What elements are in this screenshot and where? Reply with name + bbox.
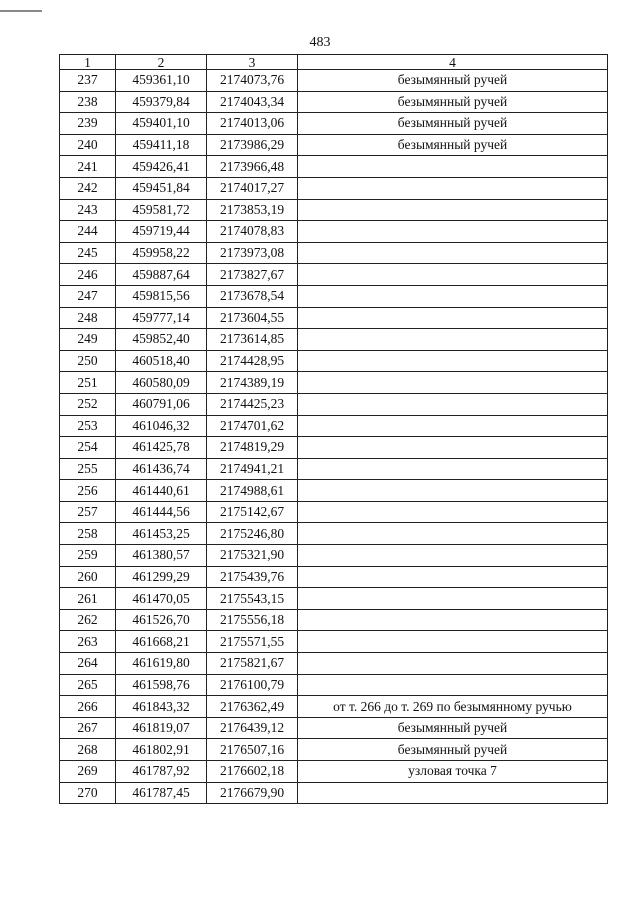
table-row (60, 177, 608, 199)
point-number-cell: 259 (60, 545, 116, 567)
point-number-cell: 268 (60, 739, 116, 761)
y-coordinate-cell: 2175821,67 (207, 653, 298, 675)
x-coordinate-cell: 461668,21 (116, 631, 207, 653)
description-cell (298, 566, 608, 588)
x-coordinate-cell: 460518,40 (116, 350, 207, 372)
table-row (60, 717, 608, 739)
point-number-cell: 266 (60, 696, 116, 718)
y-coordinate-cell: 2176507,16 (207, 739, 298, 761)
description-cell (298, 653, 608, 675)
x-coordinate-cell: 461787,92 (116, 761, 207, 783)
point-number-cell: 257 (60, 501, 116, 523)
table-row (60, 113, 608, 135)
column-header: 1 (60, 55, 116, 70)
page-number: 483 (309, 35, 331, 50)
description-cell (298, 437, 608, 459)
x-coordinate-cell: 461526,70 (116, 609, 207, 631)
column-header: 2 (116, 55, 207, 70)
y-coordinate-cell: 2173678,54 (207, 285, 298, 307)
point-number-cell: 261 (60, 588, 116, 610)
point-number-cell: 239 (60, 113, 116, 135)
y-coordinate-cell: 2176679,90 (207, 782, 298, 804)
y-coordinate-cell: 2175439,76 (207, 566, 298, 588)
description-cell: безымянный ручей (298, 717, 608, 739)
y-coordinate-cell: 2174073,76 (207, 70, 298, 92)
y-coordinate-cell: 2174941,21 (207, 458, 298, 480)
y-coordinate-cell: 2173604,55 (207, 307, 298, 329)
point-number-cell: 251 (60, 372, 116, 394)
column-header: 3 (207, 55, 298, 70)
table-row (60, 329, 608, 351)
column-header: 4 (298, 55, 608, 70)
description-cell (298, 177, 608, 199)
point-number-cell: 256 (60, 480, 116, 502)
point-number-cell: 270 (60, 782, 116, 804)
table-row (60, 372, 608, 394)
description-cell (298, 350, 608, 372)
point-number-cell: 247 (60, 285, 116, 307)
table-row (60, 134, 608, 156)
x-coordinate-cell: 461444,56 (116, 501, 207, 523)
point-number-cell: 243 (60, 199, 116, 221)
description-cell (298, 674, 608, 696)
table-row (60, 221, 608, 243)
point-number-cell: 267 (60, 717, 116, 739)
point-number-cell: 238 (60, 91, 116, 113)
point-number-cell: 254 (60, 437, 116, 459)
y-coordinate-cell: 2176362,49 (207, 696, 298, 718)
description-cell (298, 393, 608, 415)
point-number-cell: 263 (60, 631, 116, 653)
x-coordinate-cell: 459401,10 (116, 113, 207, 135)
description-cell (298, 609, 608, 631)
y-coordinate-cell: 2176100,79 (207, 674, 298, 696)
point-number-cell: 242 (60, 177, 116, 199)
description-cell (298, 221, 608, 243)
description-cell (298, 458, 608, 480)
description-cell (298, 156, 608, 178)
description-cell: безымянный ручей (298, 739, 608, 761)
description-cell (298, 588, 608, 610)
x-coordinate-cell: 460580,09 (116, 372, 207, 394)
table-row (60, 199, 608, 221)
description-cell (298, 782, 608, 804)
x-coordinate-cell: 461299,29 (116, 566, 207, 588)
table-row (60, 242, 608, 264)
table-row (60, 156, 608, 178)
point-number-cell: 249 (60, 329, 116, 351)
table-row (60, 91, 608, 113)
y-coordinate-cell: 2174043,34 (207, 91, 298, 113)
table-row (60, 545, 608, 567)
y-coordinate-cell: 2174013,06 (207, 113, 298, 135)
x-coordinate-cell: 461619,80 (116, 653, 207, 675)
x-coordinate-cell: 461802,91 (116, 739, 207, 761)
point-number-cell: 240 (60, 134, 116, 156)
y-coordinate-cell: 2175571,55 (207, 631, 298, 653)
x-coordinate-cell: 461380,57 (116, 545, 207, 567)
y-coordinate-cell: 2173966,48 (207, 156, 298, 178)
table-row (60, 566, 608, 588)
description-cell: от т. 266 до т. 269 по безымянному ручью (298, 696, 608, 718)
table-row (60, 696, 608, 718)
y-coordinate-cell: 2174988,61 (207, 480, 298, 502)
x-coordinate-cell: 459451,84 (116, 177, 207, 199)
x-coordinate-cell: 461453,25 (116, 523, 207, 545)
description-cell (298, 631, 608, 653)
table-row (60, 523, 608, 545)
y-coordinate-cell: 2173827,67 (207, 264, 298, 286)
description-cell (298, 307, 608, 329)
description-cell (298, 480, 608, 502)
x-coordinate-cell: 461843,32 (116, 696, 207, 718)
description-cell (298, 372, 608, 394)
table-row (60, 70, 608, 92)
y-coordinate-cell: 2175246,80 (207, 523, 298, 545)
point-number-cell: 252 (60, 393, 116, 415)
point-number-cell: 262 (60, 609, 116, 631)
table-row (60, 437, 608, 459)
x-coordinate-cell: 459852,40 (116, 329, 207, 351)
y-coordinate-cell: 2174425,23 (207, 393, 298, 415)
table-row (60, 739, 608, 761)
y-coordinate-cell: 2175142,67 (207, 501, 298, 523)
description-cell (298, 545, 608, 567)
point-number-cell: 258 (60, 523, 116, 545)
description-cell: безымянный ручей (298, 91, 608, 113)
point-number-cell: 264 (60, 653, 116, 675)
x-coordinate-cell: 459411,18 (116, 134, 207, 156)
point-number-cell: 246 (60, 264, 116, 286)
point-number-cell: 260 (60, 566, 116, 588)
x-coordinate-cell: 459361,10 (116, 70, 207, 92)
table-row (60, 761, 608, 783)
table-row (60, 264, 608, 286)
table-row (60, 631, 608, 653)
table-row (60, 609, 608, 631)
scan-edge-mark (0, 10, 42, 12)
point-number-cell: 244 (60, 221, 116, 243)
coordinates-table (59, 54, 608, 804)
x-coordinate-cell: 461436,74 (116, 458, 207, 480)
y-coordinate-cell: 2173853,19 (207, 199, 298, 221)
table-row (60, 307, 608, 329)
description-cell: безымянный ручей (298, 70, 608, 92)
description-cell: безымянный ручей (298, 134, 608, 156)
x-coordinate-cell: 459719,44 (116, 221, 207, 243)
point-number-cell: 265 (60, 674, 116, 696)
x-coordinate-cell: 461787,45 (116, 782, 207, 804)
table-row (60, 285, 608, 307)
point-number-cell: 248 (60, 307, 116, 329)
description-cell (298, 285, 608, 307)
y-coordinate-cell: 2173614,85 (207, 329, 298, 351)
table-row (60, 415, 608, 437)
y-coordinate-cell: 2176602,18 (207, 761, 298, 783)
table-row (60, 458, 608, 480)
x-coordinate-cell: 461470,05 (116, 588, 207, 610)
table-row (60, 393, 608, 415)
description-cell: безымянный ручей (298, 113, 608, 135)
table-row (60, 350, 608, 372)
description-cell (298, 329, 608, 351)
table-row (60, 588, 608, 610)
table-row (60, 674, 608, 696)
y-coordinate-cell: 2176439,12 (207, 717, 298, 739)
x-coordinate-cell: 461046,32 (116, 415, 207, 437)
table-row (60, 782, 608, 804)
x-coordinate-cell: 459958,22 (116, 242, 207, 264)
x-coordinate-cell: 461598,76 (116, 674, 207, 696)
description-cell (298, 415, 608, 437)
point-number-cell: 253 (60, 415, 116, 437)
description-cell (298, 523, 608, 545)
point-number-cell: 250 (60, 350, 116, 372)
description-cell (298, 242, 608, 264)
y-coordinate-cell: 2174389,19 (207, 372, 298, 394)
y-coordinate-cell: 2174819,29 (207, 437, 298, 459)
description-cell (298, 199, 608, 221)
x-coordinate-cell: 459581,72 (116, 199, 207, 221)
description-cell: узловая точка 7 (298, 761, 608, 783)
table-row (60, 501, 608, 523)
point-number-cell: 245 (60, 242, 116, 264)
y-coordinate-cell: 2173986,29 (207, 134, 298, 156)
x-coordinate-cell: 459815,56 (116, 285, 207, 307)
y-coordinate-cell: 2173973,08 (207, 242, 298, 264)
y-coordinate-cell: 2174017,27 (207, 177, 298, 199)
table-header-row (60, 55, 608, 70)
y-coordinate-cell: 2175543,15 (207, 588, 298, 610)
point-number-cell: 241 (60, 156, 116, 178)
description-cell (298, 264, 608, 286)
table-row (60, 480, 608, 502)
x-coordinate-cell: 460791,06 (116, 393, 207, 415)
table-row (60, 653, 608, 675)
point-number-cell: 269 (60, 761, 116, 783)
x-coordinate-cell: 459777,14 (116, 307, 207, 329)
y-coordinate-cell: 2174078,83 (207, 221, 298, 243)
x-coordinate-cell: 459426,41 (116, 156, 207, 178)
y-coordinate-cell: 2174701,62 (207, 415, 298, 437)
x-coordinate-cell: 461819,07 (116, 717, 207, 739)
x-coordinate-cell: 461425,78 (116, 437, 207, 459)
x-coordinate-cell: 461440,61 (116, 480, 207, 502)
x-coordinate-cell: 459379,84 (116, 91, 207, 113)
y-coordinate-cell: 2174428,95 (207, 350, 298, 372)
point-number-cell: 255 (60, 458, 116, 480)
description-cell (298, 501, 608, 523)
y-coordinate-cell: 2175321,90 (207, 545, 298, 567)
y-coordinate-cell: 2175556,18 (207, 609, 298, 631)
point-number-cell: 237 (60, 70, 116, 92)
x-coordinate-cell: 459887,64 (116, 264, 207, 286)
